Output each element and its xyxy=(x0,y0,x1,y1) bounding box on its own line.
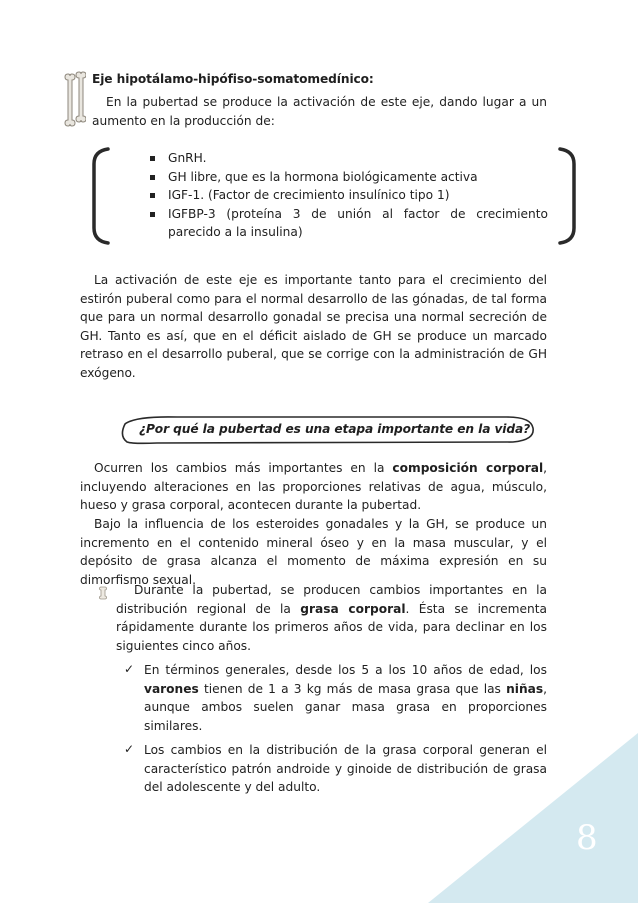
check-1-part2: tienen de 1 a 3 kg más de masa grasa que las xyxy=(198,681,507,696)
production-list xyxy=(148,149,548,242)
fat-text-after: . Ésta se incrementa rápidamente durante los primeros años de vida, para declinar en los siguientes cinco años. xyxy=(116,601,547,653)
list-item: IGFBP-3 (proteína 3 de unión al factor de crecimiento parecido a la insulina) xyxy=(148,205,548,242)
intro-text: En la pubertad se produce la activación de este eje, dando lugar a un aumento en la producción de: xyxy=(92,95,547,128)
intro-paragraph xyxy=(92,93,547,130)
bone-bullet-icon xyxy=(99,586,107,600)
composition-paragraph xyxy=(80,459,547,515)
fat-paragraph xyxy=(116,581,547,655)
right-brace xyxy=(558,146,580,246)
check-1-bold1: varones xyxy=(144,681,199,696)
check-icon: ✓ xyxy=(124,742,135,756)
list-item: IGF-1. (Factor de crecimiento insulínico tipo 1) xyxy=(148,186,548,205)
activation-paragraph xyxy=(80,271,547,383)
page-number: 8 xyxy=(576,818,598,858)
check-item-1 xyxy=(144,661,547,735)
corner-shape xyxy=(428,733,638,903)
corner-triangle xyxy=(428,733,638,903)
fat-text-before: Durante la pubertad, se producen cambios importantes en la distribución regional de la xyxy=(116,583,547,616)
influence-text: Bajo la influencia de los esteroides gonadales y la GH, se produce un incremento en el contenido mineral óseo y en la masa muscular, y el depósito de grasa alcanza el momento de máxima expresión en su dimorfismo sexual. xyxy=(80,517,547,587)
bones-icon xyxy=(62,70,86,130)
influence-paragraph xyxy=(80,515,547,589)
fat-text-bold: grasa corporal xyxy=(300,601,406,616)
check-2-text: Los cambios en la distribución de la grasa corporal generan el característico patrón androide y ginoide de distribución de grasa del adolescente y del adulto. xyxy=(144,743,547,795)
check-1-bold2: niñas xyxy=(506,681,544,696)
list-item: GH libre, que es la hormona biológicamente activa xyxy=(148,168,548,187)
list-item: GnRH. xyxy=(148,149,548,168)
composition-text-before: Ocurren los cambios más importantes en la xyxy=(94,461,393,475)
composition-text-bold: composición corporal xyxy=(392,461,544,475)
composition-text-after: , incluyendo alteraciones en las proporciones relativas de agua, músculo, hueso y grasa corporal, acontecen durante la pubertad. xyxy=(80,461,547,513)
check-icon: ✓ xyxy=(124,662,135,676)
question-heading: ¿Por qué la pubertad es una etapa importante en la vida? xyxy=(139,422,531,436)
left-brace xyxy=(88,146,110,246)
section-title: Eje hipotálamo-hipófiso-somatomedínico: xyxy=(92,72,374,86)
check-1-part3: , aunque ambos suelen ganar masa grasa en proporciones similares. xyxy=(144,681,547,733)
check-1-part1: En términos generales, desde los 5 a los 10 años de edad, los xyxy=(144,663,547,677)
activation-text: La activación de este eje es importante tanto para el crecimiento del estirón puberal como para el normal desarrollo de las gónadas, de tal forma que para un normal desarrollo gonadal se precisa una normal secreción de GH. Tanto es así, que en el déficit aislado de GH se produce un marcado retraso en el desarrollo puberal, que se corrige con la administración de GH exógeno. xyxy=(80,273,547,380)
